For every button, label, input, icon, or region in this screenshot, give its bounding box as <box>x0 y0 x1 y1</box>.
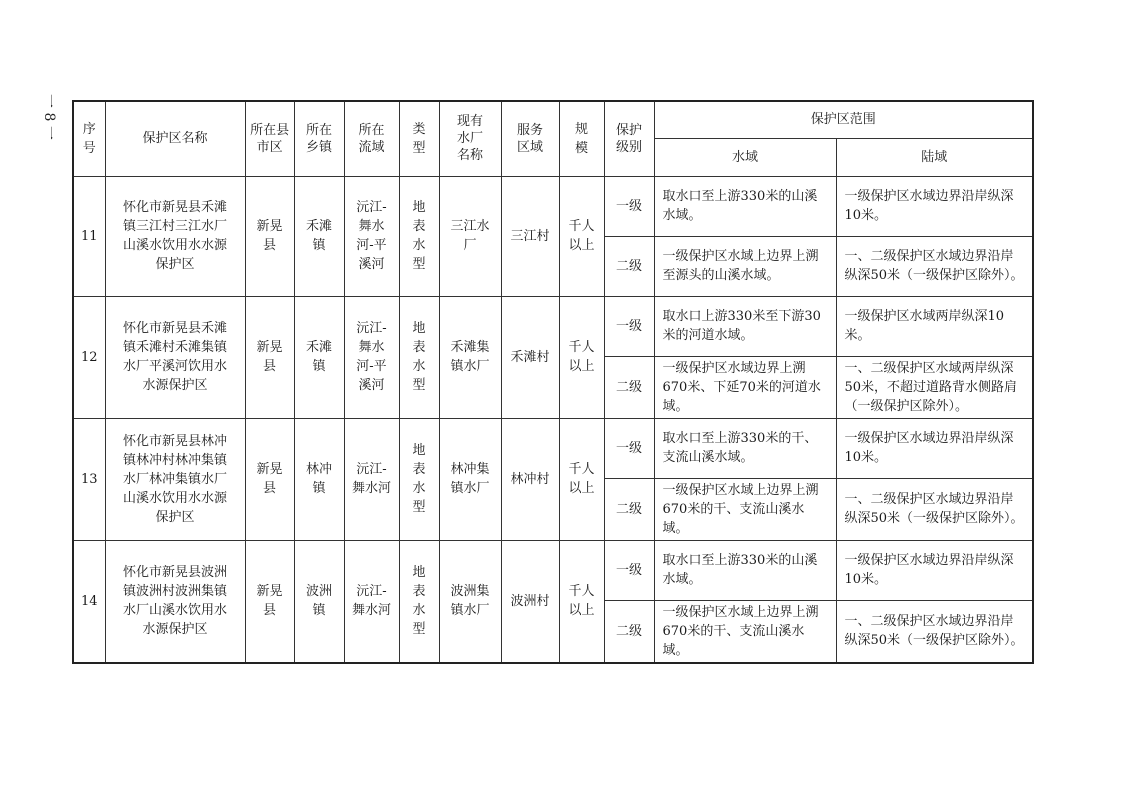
row-land-1: 一级保护区水域边界沿岸纵深10米。 <box>836 176 1033 236</box>
row-type: 地表水型 <box>399 296 439 418</box>
row-land-2: 一、二级保护区水域边界沿岸纵深50米（一级保护区除外）。 <box>836 236 1033 296</box>
header-seq: 序号 <box>73 101 105 176</box>
row-basin: 沅江-舞水河 <box>344 418 399 540</box>
row-town: 林冲镇 <box>294 418 344 540</box>
row-level-1: 一级 <box>604 296 654 356</box>
row-scale: 千人以上 <box>559 296 604 418</box>
header-scale: 规模 <box>559 101 604 176</box>
row-level-1: 一级 <box>604 176 654 236</box>
header-range: 保护区范围 <box>654 101 1033 138</box>
row-seq: 12 <box>73 296 105 418</box>
header-level: 保护级别 <box>604 101 654 176</box>
page-number-value: 8 <box>41 112 57 122</box>
row-scale: 千人以上 <box>559 176 604 296</box>
row-land-1: 一级保护区水域边界沿岸纵深10米。 <box>836 418 1033 478</box>
protection-area-table <box>72 100 1034 664</box>
header-service: 服务区域 <box>501 101 559 176</box>
row-level-1: 一级 <box>604 418 654 478</box>
row-type: 地表水型 <box>399 540 439 663</box>
row-land-2: 一、二级保护区水域两岸纵深50米，不超过道路背水侧路肩（一级保护区除外）。 <box>836 356 1033 418</box>
row-plant: 三江水厂 <box>439 176 501 296</box>
row-scale: 千人以上 <box>559 418 604 540</box>
row-service: 波洲村 <box>501 540 559 663</box>
row-plant: 波洲集镇水厂 <box>439 540 501 663</box>
table-row <box>73 296 1033 356</box>
row-seq: 13 <box>73 418 105 540</box>
header-county: 所在县市区 <box>245 101 294 176</box>
row-level-2: 二级 <box>604 600 654 663</box>
row-town: 波洲镇 <box>294 540 344 663</box>
row-town: 禾滩镇 <box>294 176 344 296</box>
row-name: 怀化市新晃县禾滩镇三江村三江水厂山溪水饮用水水源保护区 <box>105 176 245 296</box>
row-service: 三江村 <box>501 176 559 296</box>
row-plant: 林冲集镇水厂 <box>439 418 501 540</box>
row-basin: 沅江-舞水河-平溪河 <box>344 176 399 296</box>
header-name: 保护区名称 <box>105 101 245 176</box>
header-water: 水域 <box>654 138 836 176</box>
row-land-2: 一、二级保护区水域边界沿岸纵深50米（一级保护区除外）。 <box>836 478 1033 540</box>
row-water-1: 取水口上游330米至下游30米的河道水域。 <box>654 296 836 356</box>
row-name: 怀化市新晃县波洲镇波洲村波洲集镇水厂山溪水饮用水水源保护区 <box>105 540 245 663</box>
row-level-1: 一级 <box>604 540 654 600</box>
row-county: 新晃县 <box>245 296 294 418</box>
header-plant: 现有水厂名称 <box>439 101 501 176</box>
row-land-1: 一级保护区水域边界沿岸纵深10米。 <box>836 540 1033 600</box>
row-level-2: 二级 <box>604 478 654 540</box>
row-type: 地表水型 <box>399 176 439 296</box>
row-county: 新晃县 <box>245 540 294 663</box>
header-land: 陆域 <box>836 138 1033 176</box>
row-water-1: 取水口至上游330米的山溪水域。 <box>654 540 836 600</box>
row-seq: 11 <box>73 176 105 296</box>
row-land-2: 一、二级保护区水域边界沿岸纵深50米（一级保护区除外）。 <box>836 600 1033 663</box>
row-water-2: 一级保护区水域边界上溯670米、下延70米的河道水域。 <box>654 356 836 418</box>
row-plant: 禾滩集镇水厂 <box>439 296 501 418</box>
row-seq: 14 <box>73 540 105 663</box>
row-level-2: 二级 <box>604 356 654 418</box>
row-water-2: 一级保护区水域上边界上溯至源头的山溪水域。 <box>654 236 836 296</box>
table-row <box>73 176 1033 236</box>
header-basin: 所在流域 <box>344 101 399 176</box>
page-number <box>38 92 60 142</box>
page-number-dash-bottom: 一 <box>41 126 57 140</box>
row-basin: 沅江-舞水河 <box>344 540 399 663</box>
row-town: 禾滩镇 <box>294 296 344 418</box>
table-row <box>73 540 1033 600</box>
row-water-2: 一级保护区水域上边界上溯670米的干、支流山溪水域。 <box>654 600 836 663</box>
table-row <box>73 418 1033 478</box>
row-water-2: 一级保护区水域上边界上溯670米的干、支流山溪水域。 <box>654 478 836 540</box>
row-scale: 千人以上 <box>559 540 604 663</box>
row-water-1: 取水口至上游330米的山溪水域。 <box>654 176 836 236</box>
row-county: 新晃县 <box>245 176 294 296</box>
header-town: 所在乡镇 <box>294 101 344 176</box>
row-service: 禾滩村 <box>501 296 559 418</box>
header-type: 类型 <box>399 101 439 176</box>
row-water-1: 取水口至上游330米的干、支流山溪水域。 <box>654 418 836 478</box>
row-level-2: 二级 <box>604 236 654 296</box>
row-name: 怀化市新晃县林冲镇林冲村林冲集镇水厂林冲集镇水厂山溪水饮用水水源保护区 <box>105 418 245 540</box>
row-land-1: 一级保护区水域两岸纵深10米。 <box>836 296 1033 356</box>
row-basin: 沅江-舞水河-平溪河 <box>344 296 399 418</box>
row-type: 地表水型 <box>399 418 439 540</box>
page-number-dash-top: 一 <box>41 94 57 108</box>
row-service: 林冲村 <box>501 418 559 540</box>
row-name: 怀化市新晃县禾滩镇禾滩村禾滩集镇水厂平溪河饮用水水源保护区 <box>105 296 245 418</box>
row-county: 新晃县 <box>245 418 294 540</box>
